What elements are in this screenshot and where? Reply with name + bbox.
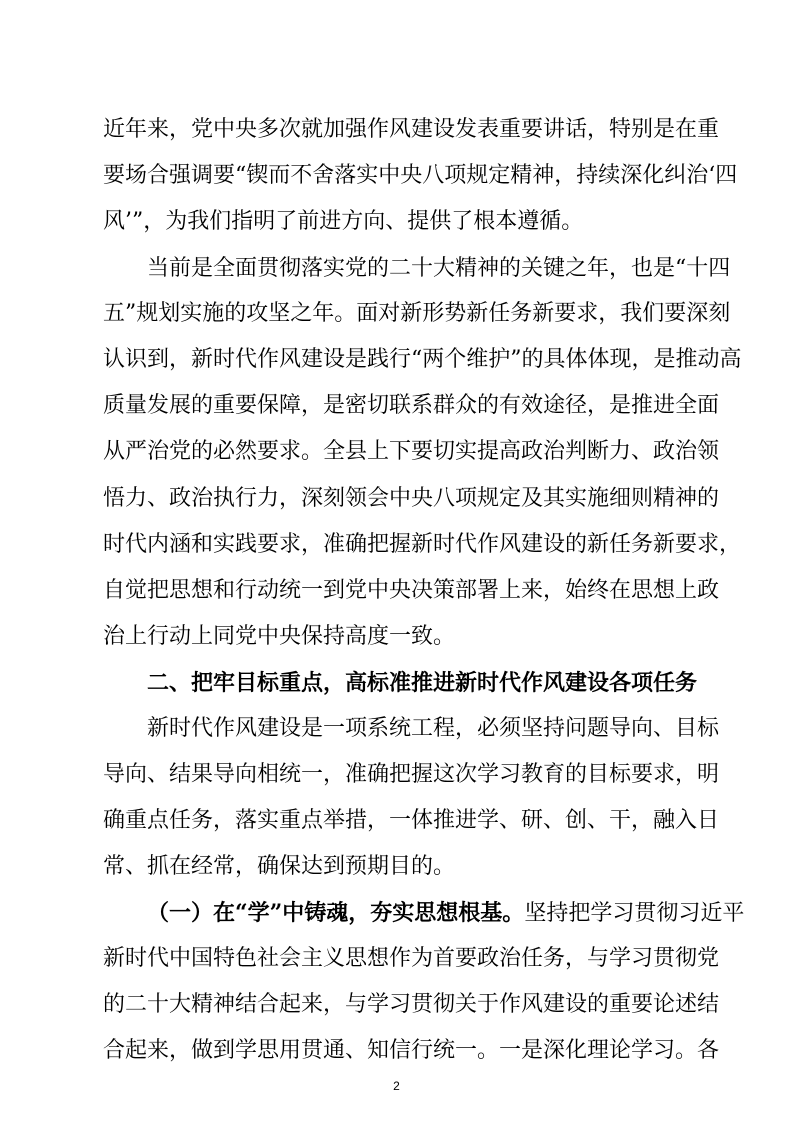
paragraph-4-line-3: 的二十大精神结合起来，与学习贯彻关于作风建设的重要论述结 bbox=[103, 992, 720, 1017]
subsection-heading: （一）在“学”中铸魂，夯实思想根基。 bbox=[147, 900, 525, 926]
paragraph-2-line-4: 质量发展的重要保障，是密切联系群众的有效途径，是推进全面 bbox=[103, 393, 720, 418]
paragraph-2-line-3: 认识到，新时代作风建设是践行“两个维护”的具体体现，是推动高 bbox=[103, 347, 742, 372]
paragraph-2-line-8: 自觉把思想和行动统一到党中央决策部署上来，始终在思想上政 bbox=[103, 578, 720, 603]
section-heading: 二、把牢目标重点，高标准推进新时代作风建设各项任务 bbox=[147, 670, 698, 696]
paragraph-3-line-4: 常、抓在经常，确保达到预期目的。 bbox=[103, 854, 456, 879]
paragraph-2-line-7: 时代内涵和实践要求，准确把握新时代作风建设的新任务新要求， bbox=[103, 532, 742, 557]
paragraph-4-lead-text: 坚持把学习贯彻习近平 bbox=[524, 901, 745, 926]
paragraph-2-line-5: 从严治党的必然要求。全县上下要切实提高政治判断力、政治领 bbox=[103, 439, 720, 464]
paragraph-2-line-9: 治上行动上同党中央保持高度一致。 bbox=[103, 624, 456, 649]
paragraph-4-line-1 bbox=[147, 899, 745, 928]
paragraph-4-line-4: 合起来，做到学思用贯通、知信行统一。一是深化理论学习。各 bbox=[103, 1038, 720, 1063]
paragraph-2-line-1: 当前是全面贯彻落实党的二十大精神的关键之年，也是“十四 bbox=[147, 256, 731, 281]
paragraph-4-line-2: 新时代中国特色社会主义思想作为首要政治任务，与学习贯彻党 bbox=[103, 946, 720, 971]
paragraph-1-line-3: 风’”，为我们指明了前进方向、提供了根本遵循。 bbox=[103, 209, 584, 234]
paragraph-1-line-1: 近年来，党中央多次就加强作风建设发表重要讲话，特别是在重 bbox=[103, 117, 720, 142]
paragraph-2-line-2: 五”规划实施的攻坚之年。面对新形势新任务新要求，我们要深刻 bbox=[103, 301, 731, 326]
paragraph-3-line-2: 导向、结果导向相统一，准确把握这次学习教育的目标要求，明 bbox=[103, 762, 720, 787]
paragraph-2-line-6: 悟力、政治执行力，深刻领会中央八项规定及其实施细则精神的 bbox=[103, 486, 720, 511]
page-number: 2 bbox=[393, 1079, 400, 1093]
paragraph-1-line-2: 要场合强调要“锲而不舍落实中央八项规定精神，持续深化纠治‘四 bbox=[103, 163, 738, 188]
paragraph-3-line-3: 确重点任务，落实重点举措，一体推进学、研、创、干，融入日 bbox=[103, 808, 720, 833]
paragraph-3-line-1: 新时代作风建设是一项系统工程，必须坚持问题导向、目标 bbox=[147, 716, 720, 741]
